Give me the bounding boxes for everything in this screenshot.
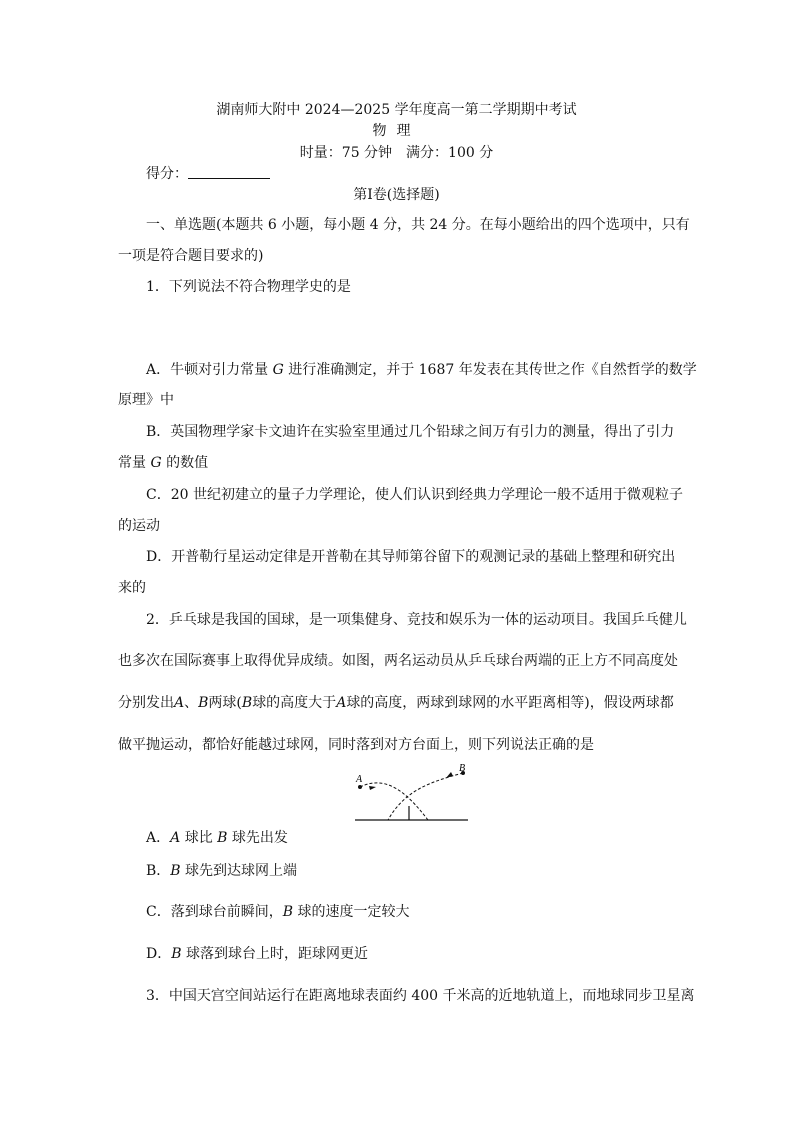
q1-option-b: B．英国物理学家卡文迪许在实验室里通过几个铅球之间万有引力的测量，得出了引力 — [146, 424, 675, 440]
q1-option-d: D．开普勒行星运动定律是开普勒在其导师第谷留下的观测记录的基础上整理和研究出 — [146, 549, 676, 565]
q2-d-1: D． — [146, 946, 172, 962]
q2-a-var2: B — [217, 830, 228, 846]
arrow-b — [446, 772, 453, 778]
q2-l3-a: 分别发出 — [118, 695, 174, 711]
score-label: 得分： — [146, 166, 188, 182]
q2-l3-e: 球的高度，两球到球网的水平距离相等)，假设两球都 — [346, 695, 674, 711]
q2-l3-var-b2: B — [241, 695, 253, 711]
table-tennis-figure — [350, 760, 475, 826]
q2-c-2: 球的速度一定较大 — [293, 904, 410, 920]
q2-stem-line3 — [118, 692, 674, 712]
q2-option-b — [146, 860, 297, 880]
q2-option-c — [146, 901, 409, 921]
q2-b-1: B． — [146, 863, 171, 879]
q2-l3-var-a: A — [174, 695, 185, 711]
q2-b-2: 球先到达球网上端 — [180, 863, 298, 879]
q1-a-var: G — [272, 362, 284, 378]
q1-stem: 1．下列说法不符合物理学史的是 — [146, 279, 351, 295]
q1-a-text: A．牛顿对引力常量 — [146, 362, 273, 378]
q1-option-a — [146, 359, 697, 379]
q2-stem-line2: 也多次在国际赛事上取得优异成绩。如图，两名运动员从乒乓球台两端的正上方不同高度处 — [118, 653, 678, 669]
q1-option-b-cont — [118, 452, 208, 472]
q3-stem-line1: 3．中国天宫空间站运行在距离地球表面约 400 千米高的近地轨道上，而地球同步卫星离 — [146, 988, 695, 1004]
q1-a-text-2: 进行准确测定，并于 1687 年发表在其传世之作《自然哲学的数学 — [283, 362, 697, 378]
q2-b-var1: B — [170, 863, 181, 879]
figure-label-b: B — [459, 763, 466, 774]
q1-b-text: 常量 — [118, 455, 151, 471]
time-info: 时量：75 分钟 满分：100 分 — [299, 145, 494, 161]
section-intro-line2: 一项是符合题目要求的) — [118, 248, 264, 264]
section-intro-line1: 一、单选题(本题共 6 小题，每小题 4 分，共 24 分。在每小题给出的四个选项中，只有 — [146, 217, 690, 233]
exam-title: 湖南师大附中 2024—2025 学年度高一第二学期期中考试 — [216, 102, 577, 118]
figure-label-a: A — [356, 774, 363, 785]
q2-a-2: 球比 — [180, 830, 218, 846]
q1-option-a-cont: 原理》中 — [118, 392, 174, 408]
q2-option-d — [146, 943, 368, 963]
q2-l3-var-b: B — [198, 695, 209, 711]
q2-a-var1: A — [170, 830, 181, 846]
q2-l3-b: 、 — [184, 695, 199, 711]
q2-c-1: C．落到球台前瞬间， — [146, 904, 283, 920]
subject-name: 物理 — [372, 123, 421, 139]
q2-option-a — [146, 827, 288, 847]
q2-c-var1: B — [282, 904, 294, 920]
q1-b-text-2: 的数值 — [161, 455, 209, 471]
score-blank — [188, 178, 270, 179]
q2-l3-d: 球的高度大于 — [252, 695, 337, 711]
q2-l3-c: 两球( — [208, 695, 242, 711]
arrow-a — [369, 786, 376, 790]
q2-d-2: 球落到球台上时，距球网更近 — [181, 946, 368, 962]
q1-option-c: C．20 世纪初建立的量子力学理论，使人们认识到经典力学理论一般不适用于微观粒子 — [146, 487, 683, 503]
q2-stem-line4: 做平抛运动，都恰好能越过球网，同时落到对方台面上，则下列说法正确的是 — [118, 737, 594, 753]
q2-l3-var-a2: A — [336, 695, 347, 711]
trajectory-b — [388, 773, 463, 820]
q2-a-3: 球先出发 — [227, 830, 288, 846]
volume-title: 第Ⅰ卷(选择题) — [353, 187, 440, 203]
q1-option-c-cont: 的运动 — [118, 518, 160, 534]
q2-d-var1: B — [171, 946, 182, 962]
ball-a — [358, 785, 362, 789]
q2-a-1: A． — [146, 830, 171, 846]
q1-b-var: G — [150, 455, 162, 471]
q1-option-d-cont: 来的 — [118, 580, 146, 596]
q2-stem-line1: 2．乒乓球是我国的国球，是一项集健身、竞技和娱乐为一体的运动项目。我国乒乓健儿 — [146, 612, 687, 628]
